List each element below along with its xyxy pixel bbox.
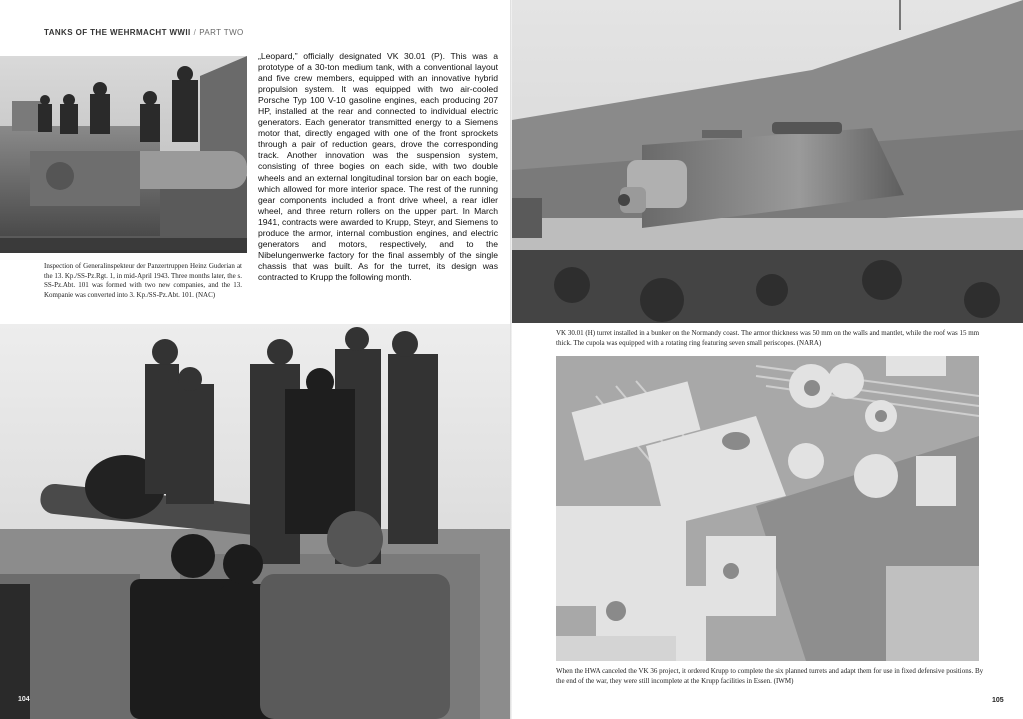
series-title: TANKS OF THE WEHRMACHT WWII	[44, 28, 191, 37]
right-page	[512, 0, 1023, 719]
guderian-inspection-photo	[0, 56, 247, 253]
officers-on-tiger-photo	[0, 324, 511, 719]
bunker-turret-image	[512, 0, 1023, 323]
guderian-inspection-image	[0, 56, 247, 253]
header-part: PART TWO	[199, 28, 244, 37]
bunker-turret-caption: VK 30.01 (H) turret installed in a bunker on the Normandy coast. The armor thickness was 50 mm on the walls and mantlet, while the roof was 15 mm thick. The cupola was equipped with a rotating ring featuring seven small periscopes. (NARA)	[556, 329, 980, 347]
right-page-number: 105	[992, 697, 1004, 704]
incomplete-turrets-photo	[556, 356, 979, 661]
guderian-photo-caption: Inspection of Generalinspekteur der Panzertruppen Heinz Guderian at the 13. Kp./SS-Pz.Rgt. 1, in mid-April 1943. Three months later, the s. SS-Pz.Abt. 101 was formed with two new companies, and the 13. Kompanie was converted into 3. Kp./SS-Pz.Abt. 101. (NAC)	[44, 262, 242, 299]
running-header	[44, 28, 244, 37]
bunker-turret-photo	[512, 0, 1023, 323]
incomplete-turrets-caption: When the HWA canceled the VK 36 project, it ordered Krupp to complete the six planned turrets and adapt them for use in fixed defensive positions. By the end of the war, they were still incomplete at the Krupp facilities in Essen. (IWM)	[556, 667, 984, 685]
incomplete-turrets-image	[556, 356, 979, 661]
left-page-number: 104	[18, 696, 30, 703]
left-page	[0, 0, 511, 719]
officers-on-tiger-image	[0, 324, 511, 719]
main-body-text: „Leopard,” officially designated VK 30.01 (P). This was a prototype of a 30-ton medium tank, with a conventional layout and five crew members, equipped with an innovative hybrid propulsion system. It was equipped with two air-cooled Porsche Typ 100 V-10 gasoline engines, each producing 207 HP, installed at the rear and connected to individual electric generators. Each generator transmitted energy to a Siemens motor that, directly engaged with one of the front sprockets through a pair of reduction gears, drove the corresponding track. Another innovation was the suspension system, consisting of three bogies on each side, with two double wheels and an external longitudinal torsion bar on each bogie, which allowed for more interior space. The rest of the running gear components included a front drive wheel, a rear idler wheel, and three return rollers on the upper part. In March 1941, contracts were awarded to Krupp, Steyr, and Siemens to produce the armor, internal combustion engines, and electric generators and motors, respectively, and to the Nibelungenwerke factory for the final assembly of the single chassis that was built. As for the turret, its design was contracted to Krupp the following month.	[258, 51, 498, 282]
header-separator: /	[193, 28, 197, 37]
